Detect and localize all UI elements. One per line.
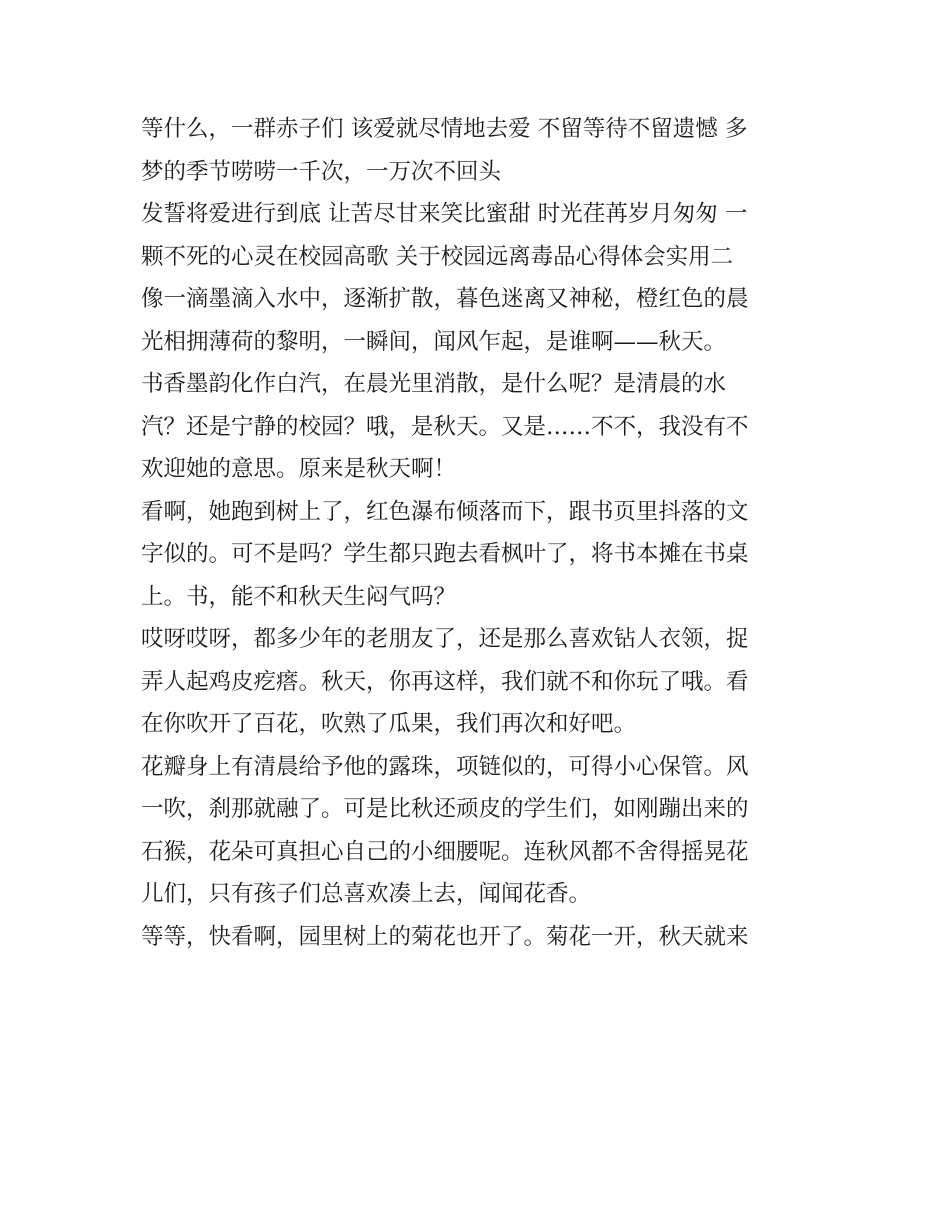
text-line: 光相拥薄荷的黎明，一瞬间，闻风乍起，是谁啊——秋天。 [141, 328, 727, 355]
text-line: 书香墨韵化作白汽，在晨光里消散，是什么呢？是清晨的水 [141, 371, 727, 397]
text-line: 颗不死的心灵在校园高歌 关于校园远离毒品心得体会实用二 [141, 243, 734, 270]
text-line: 梦的季节唠唠一千次，一万次不回头 [141, 158, 502, 185]
text-line: 哎呀哎呀，都多少年的老朋友了，还是那么喜欢钻人衣领，捉 [141, 626, 749, 652]
text-line: 石猴，花朵可真担心自己的小细腰呢。连秋风都不舍得摇晃花 [141, 838, 749, 865]
text-line: 汽？还是宁静的校园？哦，是秋天。又是……不不，我没有不 [141, 413, 749, 440]
text-line: 上。书，能不和秋天生闷气吗？ [141, 583, 457, 610]
text-line: 像一滴墨滴入水中，逐渐扩散，暮色迷离又神秘，橙红色的晨 [141, 286, 749, 312]
document-body [141, 108, 821, 958]
text-line: 等什么，一群赤子们 该爱就尽情地去爱 不留等待不留遗憾 多 [141, 116, 748, 142]
text-line: 弄人起鸡皮疙瘩。秋天，你再这样，我们就不和你玩了哦。看 [141, 668, 749, 695]
text-line: 一吹，刹那就融了。可是比秋还顽皮的学生们，如刚蹦出来的 [141, 796, 749, 822]
text-line: 发誓将爱进行到底 让苦尽甘来笑比蜜甜 时光荏苒岁月匆匆 一 [141, 201, 748, 227]
text-line: 儿们，只有孩子们总喜欢凑上去，闻闻花香。 [141, 881, 592, 907]
text-line: 看啊，她跑到树上了，红色瀑布倾落而下，跟书页里抖落的文 [141, 498, 749, 525]
text-line: 字似的。可不是吗？学生都只跑去看枫叶了，将书本摊在书桌 [141, 541, 749, 567]
text-line: 等等，快看啊，园里树上的菊花也开了。菊花一开，秋天就来 [141, 923, 749, 950]
text-line: 在你吹开了百花，吹熟了瓜果，我们再次和好吧。 [141, 711, 637, 737]
text-line: 花瓣身上有清晨给予他的露珠，项链似的，可得小心保管。风 [141, 753, 749, 780]
text-line: 欢迎她的意思。原来是秋天啊！ [141, 456, 457, 482]
